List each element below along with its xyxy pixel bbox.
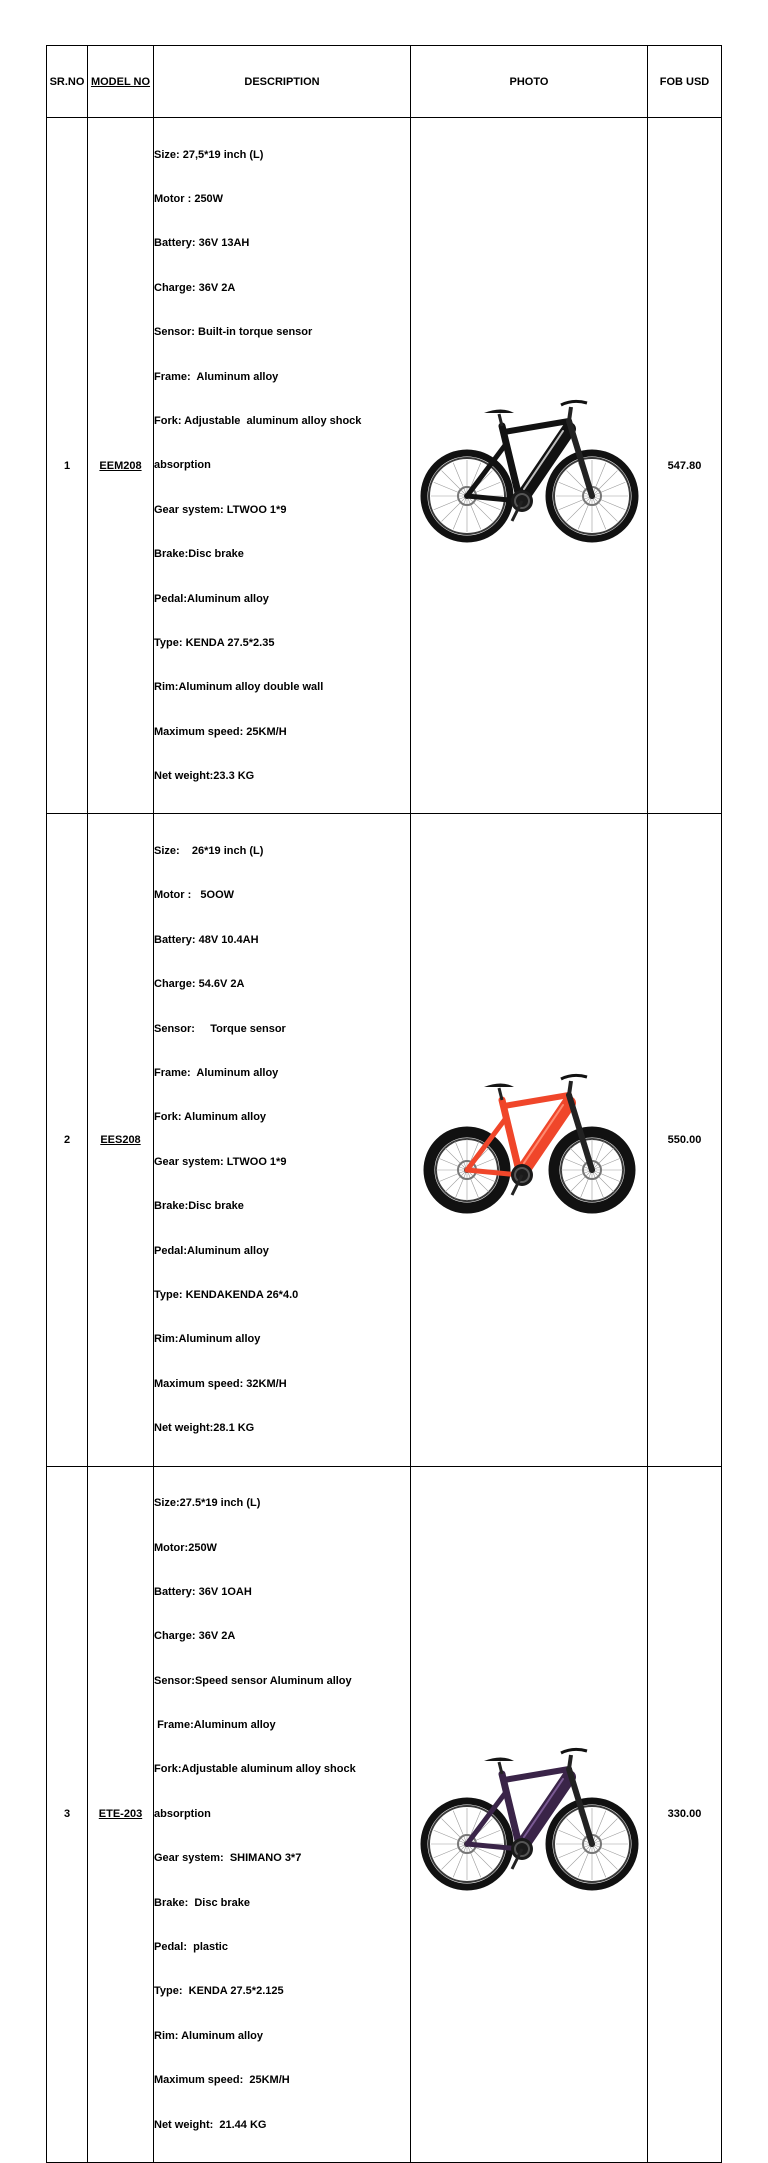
spoke [592,470,617,495]
model-no-cell [88,118,154,814]
spec-line: Battery: 48V 10.4AH [154,933,259,946]
spec-line: Fork: Aluminum alloy [154,1111,267,1124]
spec-line: Brake:Disc brake [154,1200,244,1213]
table-row [47,118,722,814]
description-cell [154,1466,411,2162]
model-no-cell [88,814,154,1466]
spoke [441,470,466,495]
spec-line: Fork: Adjustable aluminum alloy shock [154,414,362,427]
spoke [441,1819,466,1844]
spec-line: Pedal:Aluminum alloy [154,592,269,605]
model-no-link[interactable]: EES208 [100,1133,141,1146]
spec-line: Net weight:28.1 KG [154,1422,255,1435]
header-fob-usd: FOB USD [648,46,722,118]
spec-line: Size:27.5*19 inch (L) [154,1497,261,1510]
spec-line: absorption [154,1807,211,1820]
spec-line: Charge: 36V 2A [154,281,236,294]
spec-line: Type: KENDAKENDA 26*4.0 [154,1288,299,1301]
bike-photo [417,1729,642,1899]
spec-line: Sensor: Torque sensor [154,1022,286,1035]
spec-line: Motor : 5OOW [154,889,235,902]
description-cell [154,814,411,1466]
bike-photo [417,1055,642,1225]
header-model-no-label: MODEL NO [90,75,151,88]
sr-no-cell: 3 [47,1466,88,2162]
spec-line: Size: 26*19 inch (L) [154,845,264,858]
top-tube [504,1769,569,1780]
header-row [47,46,722,118]
table-row [47,814,722,1466]
photo-cell [411,118,648,814]
stem [569,1081,571,1095]
spec-line: Charge: 36V 2A [154,1630,236,1643]
bike-photo [417,381,642,551]
saddle [484,409,514,413]
model-no-link[interactable]: EEM208 [99,459,142,472]
spoke [441,1844,466,1869]
header-sr-no: SR.NO [47,46,88,118]
spec-line: Gear system: LTWOO 1*9 [154,503,287,516]
header-model-no [88,46,154,118]
product-table [46,45,722,2163]
spec-line: Battery: 36V 13AH [154,237,250,250]
spec-line: Type: KENDA 27.5*2.125 [154,1985,284,1998]
fob-price-cell: 547.80 [648,118,722,814]
description-cell [154,118,411,814]
saddle [484,1758,514,1762]
spoke [592,1170,614,1192]
spec-line: Pedal: plastic [154,1941,228,1954]
stem [569,1755,571,1769]
spec-line: Frame:Aluminum alloy [154,1719,276,1732]
handlebar [561,1075,587,1079]
spec-line: Type: KENDA 27.5*2.35 [154,636,275,649]
spec-line: Frame: Aluminum alloy [154,1067,279,1079]
spec-line: Sensor:Speed sensor Aluminum alloy [154,1674,352,1687]
handlebar [561,1750,587,1754]
table-row [47,1466,722,2162]
stem [569,407,571,421]
spec-line: Rim:Aluminum alloy [154,1333,261,1346]
spec-line: Frame: Aluminum alloy [154,370,279,383]
top-tube [504,1095,569,1106]
spec-line: Maximum speed: 25KM/H [154,725,287,738]
spoke [592,1148,614,1170]
spoke [592,1844,617,1869]
spoke [566,1844,591,1869]
spec-line: Rim: Aluminum alloy [154,2029,263,2042]
header-description: DESCRIPTION [154,46,411,118]
spec-line: Fork:Adjustable aluminum alloy shock [154,1763,356,1776]
spec-line: Gear system: LTWOO 1*9 [154,1155,287,1168]
photo-cell [411,1466,648,2162]
spoke [566,496,591,521]
spec-line: Brake: Disc brake [154,1896,250,1909]
spoke [592,496,617,521]
spec-line: Pedal:Aluminum alloy [154,1244,269,1257]
spec-line: Net weight:23.3 KG [154,770,255,783]
saddle [484,1083,514,1087]
sr-no-cell: 2 [47,814,88,1466]
spoke [445,1170,467,1192]
spec-line: Brake:Disc brake [154,548,244,561]
spoke [592,1819,617,1844]
top-tube [504,421,569,432]
spec-line: Rim:Aluminum alloy double wall [154,681,324,694]
spoke [570,1170,592,1192]
fob-price-cell: 550.00 [648,814,722,1466]
spec-line: Charge: 54.6V 2A [154,978,245,991]
spec-line: Gear system: SHIMANO 3*7 [154,1852,302,1865]
spec-line: Sensor: Built-in torque sensor [154,326,313,339]
spec-line: Maximum speed: 25KM/H [154,2074,290,2087]
model-no-link[interactable]: ETE-203 [98,1808,143,1821]
spoke [445,1148,467,1170]
spec-line: Motor : 250W [154,192,224,205]
spec-line: Size: 27,5*19 inch (L) [154,148,264,161]
header-photo: PHOTO [411,46,648,118]
photo-cell [411,814,648,1466]
spoke [441,496,466,521]
spec-line: Battery: 36V 1OAH [154,1585,252,1598]
spec-line: absorption [154,459,211,472]
spec-line: Motor:250W [154,1541,217,1554]
fob-price-cell: 330.00 [648,1466,722,2162]
spec-line: Net weight: 21.44 KG [154,2118,267,2131]
spec-line: Maximum speed: 32KM/H [154,1377,287,1390]
model-no-cell [88,1466,154,2162]
sr-no-cell: 1 [47,118,88,814]
handlebar [561,401,587,405]
